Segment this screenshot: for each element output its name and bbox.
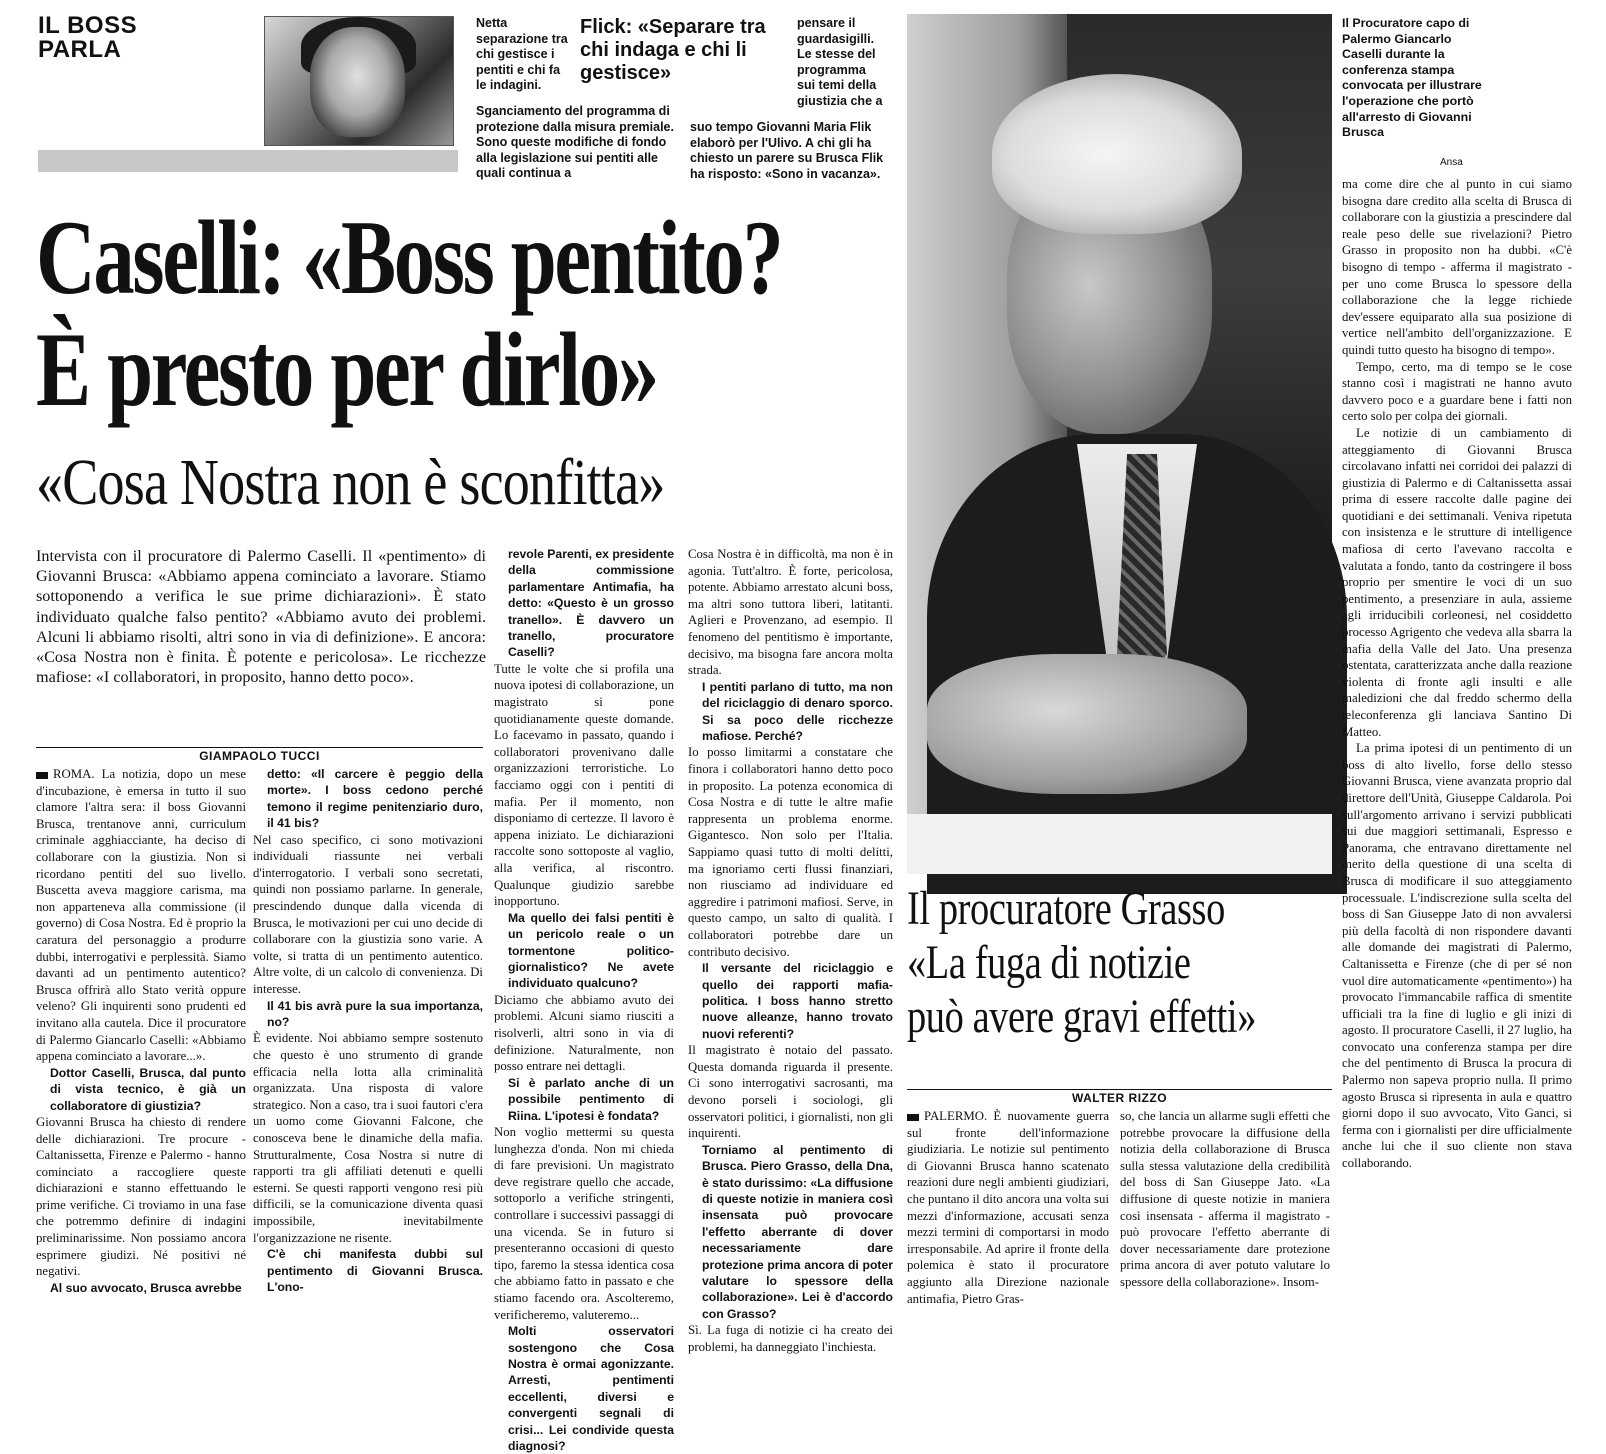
byline-rule <box>36 747 483 748</box>
question: Ma quello dei falsi pentiti è un pericolo reale o un tormentone politico-giornalistico? Ne avete individuato qualcuno? <box>508 910 674 991</box>
boss-photo <box>264 16 454 146</box>
caselli-photo <box>907 14 1332 874</box>
question: I pentiti parlano di tutto, ma non del riciclaggio di denaro sporco. Si sa poco delle ricchezze mafiose. Perché? <box>702 679 893 743</box>
bullet-icon <box>907 1114 919 1121</box>
flick-lead-b: Sganciamento del programma di protezione dalla misura premiale. Sono queste modifiche di fondo alla legislazione sui pentiti alle quali continua a <box>476 104 674 180</box>
article-column-3: revole Parenti, ex presidente della commissione parlamentare Antimafia, ha detto: «Questo è un grosso tranello». È davvero un tranello, procuratore Caselli? Tutte le volte che si profila una nuova ipotesi di collaborazione, un magistrato si pone quotidianamente queste domande. Lo facevamo in passato, quando i collaboratori provenivano dalle organizzazioni terroristiche. Lo facciamo oggi con i pentiti di mafia. Per il momento, non disponiamo di certezze. Il lavoro è appena iniziato. Le dichiarazioni raccolte sono sottoposte al vaglio, alla verifica, al riscontro. Qualunque giudizio sarebbe inopportuno. Ma quello dei falsi pentiti è un pericolo reale o un tormentone politico-giornalistico? Ne avete individuato qualcuno? Diciamo che abbiamo avuto dei problemi. Alcuni siamo riusciti a risolverli, altri sono in via di definizione. Naturalmente, non posso entrare nei dettagli. Si è parlato anche di un possibile pentimento di Riina. L'ipotesi è fondata? Non voglio mettermi su questa lunghezza d'onda. Non mi chieda di fare previsioni. Un magistrato deve registrare quello che accade, sottoporlo a verifiche stringenti, controllare i successivi passaggi di una vicenda. Se in futuro si presenteranno occasioni di questo tipo, faremo la stessa identica cosa che abbiamo fatto in passato e che stiamo facendo ora. Ascolteremo, verificheremo, valuteremo... Molti osservatori sostengono che Cosa Nostra è ormai agonizzante. Arresti, pentimenti eccellenti, diversi e convergenti segnali di crisi... Lei condivide questa diagnosi? <box>494 547 674 1453</box>
question: Dottor Caselli, Brusca, dal punto di vista tecnico, è già un collaboratore di giustizia? <box>50 1065 246 1113</box>
article-column-2: detto: «Il carcere è peggio della morte». I boss cedono perché temono il regime penitenziario duro, il 41 bis? Nel caso specifico, ci sono motivazioni individuali riassunte nei verbali d'interrogatorio. I verbali sono secretati, quindi non possiamo parlarne. In generale, prescindendo dunque dalla vicenda di Brusca, le motivazioni per cui uno decide di collaborare con la giustizia sono varie. A volte, si tratta di un pentimento autentico. Altre volte, di un calcolo di convenienza. Di interesse. Il 41 bis avrà pure la sua importanza, no? È evidente. Noi abbiamo sempre sostenuto che questo è uno strumento di grande efficacia nella lotta alla criminalità organizzata. Una risposta di valore strategico. Non a caso, tra i suoi fautori c'era un uomo come Giovanni Falcone, che conosceva bene le dinamiche della mafia. Strutturalmente, Cosa Nostra si nutre di rapporti tra gli affiliati detenuti e quelli esterni. Se questi rapporti vengono resi più difficili, se la comunicazione diventa quasi impossibile, inevitabilmente l'organizzazione ne risente. C'è chi manifesta dubbi sul pentimento di Giovanni Brusca. L'ono- <box>253 767 483 1294</box>
boss-grey-bar <box>38 150 458 172</box>
grasso-column-1: PALERMO. È nuovamente guerra sul fronte dell'informazione giudiziaria. Le notizie sul pentimento di Giovanni Brusca hanno scatenato reazioni dure negli ambienti giudiziari, che puntano il dito ancora una volta sui mezzi d'informazione, accusati senza mezzi termini di comportarsi in modo irresponsabile. Ad aprire il fronte della polemica è stato il procuratore aggiunto alla Direzione nazionale antimafia, Pietro Gras- <box>907 1109 1109 1306</box>
bullet-icon <box>36 772 48 779</box>
photo-credit: Ansa <box>1440 157 1463 168</box>
question: Si è parlato anche di un possibile pentimento di Riina. L'ipotesi è fondata? <box>508 1075 674 1123</box>
article-column-1: ROMA. La notizia, dopo un mese d'incubazione, è emersa in tutto il suo clamore l'altra sera: il boss Giovanni Brusca, trentanove anni, curriculum criminale agghiacciante, ha deciso di collaborare con la giustizia. Non si ricordano pentiti del suo livello. Buscetta aveva maggiore carisma, ma non apparteneva alla commissione (il governo) di Cosa Nostra. Ed è proprio la caratura del personaggio a produrre dubbi, interrogativi e perplessità. Siamo davanti ad un pentimento autentico? Brusca offrirà allo Stato verità oppure veleno? Gli inquirenti sono prudenti ed invitano alla cautela. Dice il procuratore di Palermo Giancarlo Caselli: «Abbiamo appena cominciato a lavorare...». Dottor Caselli, Brusca, dal punto di vista tecnico, è già un collaboratore di giustizia? Giovanni Brusca ha chiesto di rendere delle dichiarazioni. Tre procure - Caltanissetta, Firenze e Palermo - hanno cominciato a raccogliere queste dichiarazioni e stanno effettuando le prime verifiche. Ci troviamo in una fase che potremmo definire di indagini preliminarissime. Non possiamo ancora esprimere giudizi. Né positivi né negativi. Al suo avvocato, Brusca avrebbe <box>36 767 246 1295</box>
flick-title: Flick: «Separare tra chi indaga e chi li gestisce» <box>580 16 766 84</box>
byline-rule <box>907 1089 1332 1090</box>
intro-paragraph: Intervista con il procuratore di Palermo Caselli. Il «pentimento» di Giovanni Brusca: «Abbiamo appena cominciato a lavorare. Stiamo sottoponendo a verifica le sue prime dichiarazioni». È stato individuato qualche falso pentito? «Abbiamo avuto dei problemi. Alcuni li abbiamo risolti, altri sono in via di definizione». E ancora: «Cosa Nostra non è finita. È potente e pericolosa». Le ricchezze mafiose: «I collaboratori, in proposito, hanno detto poco». <box>36 547 486 687</box>
article-column-right: ma come dire che al punto in cui siamo bisogna dare credito alla scelta di Brusca di collaborare con la giustizia a prescindere dal reale peso delle sue rivelazioni? Pietro Grasso in proposito non ha dubbi. «C'è bisogno di tempo - afferma il magistrato - per uno come Brusca lo spessore della collaborazione che la legge richiede dev'essere equiparato alla sua posizione di vertice nell'ambito dell'organizzazione. E quindi tutto questo ha bisogno di tempo». Tempo, certo, ma di tempo se le cose stanno così i magistrati ne hanno avuto davvero poco e a guardare bene i fatti non certo solo per colpa dei giornali. Le notizie di un cambiamento di atteggiamento di Giovanni Brusca circolavano infatti nei corridoi dei palazzi di giustizia di Palermo e di Caltanissetta assai prima di essere raccolte dalle pagine dei quotidiani e dei settimanali. Veniva ripetuta con insistenza e le strutture di intelligence mafiosa di certo l'avevano raccolta e valutata a fondo, tanto da costringere il boss proprio per smentire le voci di un suo pentimento, a presenziare in aula, assieme agli irriducibili corleonesi, nel cosiddetto processo Agrigento che vedeva alla sbarra la mafia della Valle del Jato. Una presenza ostentata, caratterizzata anche dalla reazione violenta di fronte agli insulti e alle maledizioni che dal freddo schermo della teleconferenza gli lanciava Santino Di Matteo. La prima ipotesi di un pentimento di un boss di alto livello, forse dello stesso Giovanni Brusca, viene avanzata proprio dal direttore dell'Unità, Giuseppe Caldarola. Poi sull'argomento arrivano i servizi pubblicati sui due maggiori settimanali, Espresso e Panorama, che entravano direttamente nel merito della questione di una scelta di Brusca di modificare il suo atteggiamento processuale. L'indiscrezione sulla scelta del boss di San Giuseppe Jato di non avvalersi più della facoltà di non rispondere davanti alle domande dei magistrati di Palermo, Caltanissetta e Firenze (che di per sé non vuol dire automaticamente «pentimento») ha provocato l'immancabile raffica di smentite ufficiali tra la fine di luglio e gli inizi di agosto. Il procuratore Caselli, il 27 luglio, ha convocato una conferenza stampa per dire che del pentimento di Brusca la procura di Palermo non sapeva proprio nulla. Il primo agosto Brusca si ripresenta in aula e quattro giorni dopo il suo avvocato, Vito Ganci, si ferma con i giornalisti per dire ufficialmente anche lui che il suo cliente non stava collaborando. <box>1342 177 1572 1171</box>
question: Torniamo al pentimento di Brusca. Piero Grasso, della Dna, è stato durissimo: «La diffusione di queste notizie in maniera così insensata può provocare l'effetto aberrante di dover necessariamente dare protezione prima ancora di poter valutare lo spessore della collaborazione». Lei è d'accordo con Grasso? <box>702 1142 893 1321</box>
grasso-headline: Il procuratore Grasso «La fuga di notizie può avere gravi effetti» <box>907 882 1256 1043</box>
article-column-4: Cosa Nostra è in difficoltà, ma non è in agonia. Tutt'altro. È forte, pericolosa, potente. Abbiamo arrestato alcuni boss, ma altri sono tuttora liberi, latitanti. Aglieri e Provenzano, ad esempio. Il fenomeno del pentitismo è importante, decisivo, ma bisogna fare ancora molta strada. I pentiti parlano di tutto, ma non del riciclaggio di denaro sporco. Si sa poco delle ricchezze mafiose. Perché? Io posso limitarmi a constatare che finora i collaboratori hanno detto poco in proposito. La potenza economica di Cosa Nostra e di tutte le altre mafie rappresenta un problema enorme. Gigantesco. Non solo per l'Italia. Sappiamo quasi tutto di molti delitti, ma ignoriamo certi flussi finanziari, non riusciamo ad individuare ed aggredire i patrimoni mafiosi. Serve, in questo campo, un salto di qualità. I collaboratori potrebbe dare un contributo decisivo. Il versante del riciclaggio e quello dei rapporti mafia-politica. I boss hanno stretto nuove alleanze, hanno trovato nuovi referenti? Il magistrato è notaio del passato. Questa domanda riguarda il presente. Ci sono interrogativi sacrosanti, ma devono porseli i sociologi, gli osservatori politici, i giornalisti, non gli inquirenti. Torniamo al pentimento di Brusca. Piero Grasso, della Dna, è stato durissimo: «La diffusione di queste notizie in maniera così insensata può provocare l'effetto aberrante di dover necessariamente dare protezione prima ancora di poter valutare lo spessore della collaborazione». Lei è d'accordo con Grasso? Sì. La fuga di notizie ci ha creato dei problemi, ha danneggiato l'inchiesta. <box>688 547 893 1354</box>
question: Al suo avvocato, Brusca avrebbe <box>50 1280 242 1295</box>
flick-lead-c: pensare il guardasigilli. Le stesse del programma sui temi della giustizia che a <box>797 16 883 108</box>
grasso-column-2: so, che lancia un allarme sugli effetti che potrebbe provocare la diffusione della notizia della collaborazione di Brusca sulla stessa valutazione della credibilità del boss di San Giuseppe Jato. «La diffusione di queste notizie in maniera così insensata - afferma il magistrato - può provocare l'effetto aberrante di dover necessariamente dare protezione prima ancora di aver potuto valutare lo spessore della collaborazione». Insom- <box>1120 1109 1330 1289</box>
main-headline: Caselli: «Boss pentito? È presto per dirlo» <box>36 199 782 428</box>
flick-lead-a: Netta separazione tra chi gestisce i pentiti e chi fa le indagini. <box>476 16 568 92</box>
question: Il versante del riciclaggio e quello dei rapporti mafia-politica. I boss hanno stretto nuove alleanze, hanno trovato nuovi referenti? <box>702 961 893 1041</box>
question: revole Parenti, ex presidente della commissione parlamentare Antimafia, ha detto: «Questo è un grosso tranello». È davvero un tranello, procuratore Caselli? <box>508 547 674 660</box>
flick-lead-d: suo tempo Giovanni Maria Flik elaborò per l'Ulivo. A chi gli ha chiesto un parere su Brusca Flik ha risposto: «Sono in vacanza». <box>690 120 884 181</box>
photo-caption: Il Procuratore capo di Palermo Giancarlo Caselli durante la conferenza stampa convocata per illustrare l'operazione che portò all'arresto di Giovanni Brusca <box>1342 16 1482 140</box>
question: detto: «Il carcere è peggio della morte». I boss cedono perché temono il regime penitenziario duro, il 41 bis? <box>267 767 483 831</box>
byline-rizzo: WALTER RIZZO <box>1071 1091 1168 1105</box>
byline-tucci: GIAMPAOLO TUCCI <box>199 749 320 763</box>
question: Molti osservatori sostengono che Cosa Nostra è ormai agonizzante. Arresti, pentimenti eccellenti, diversi e convergenti segnali di crisi... Lei condivide questa diagnosi? <box>508 1324 674 1453</box>
question: C'è chi manifesta dubbi sul pentimento di Giovanni Brusca. L'ono- <box>267 1247 483 1294</box>
subheadline: «Cosa Nostra non è sconfitta» <box>36 446 665 519</box>
question: Il 41 bis avrà pure la sua importanza, no? <box>267 998 483 1029</box>
section-label: IL BOSS PARLA <box>38 12 138 63</box>
